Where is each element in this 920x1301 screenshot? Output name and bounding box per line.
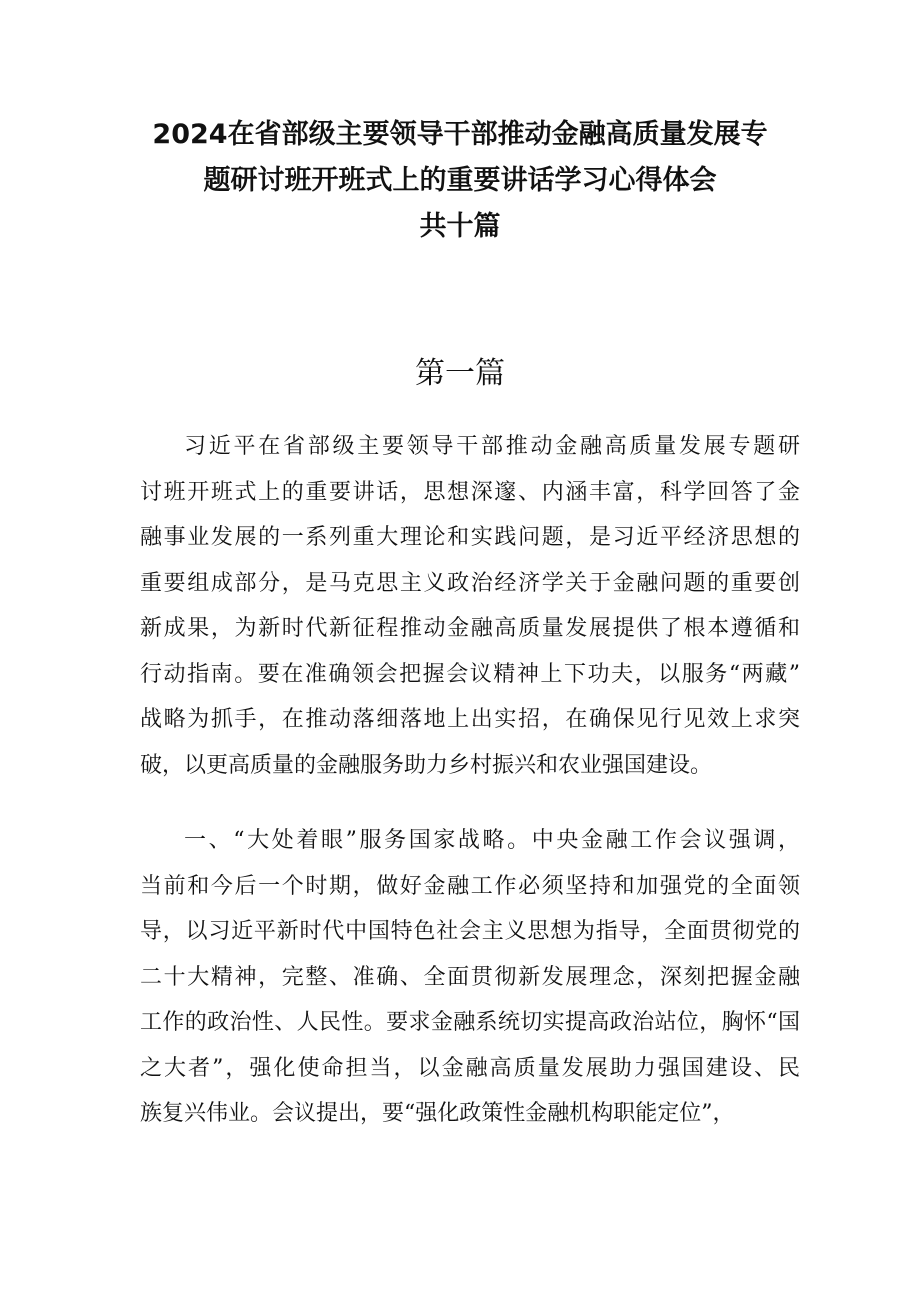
paragraph-1-line: 破，以更高质量的金融服务助力乡村振兴和农业强国建设。 xyxy=(140,752,713,778)
paragraph-1-line: 新成果，为新时代新征程推动金融高质量发展提供了根本遵循和 xyxy=(140,616,800,641)
paragraph-1-line: 讨班开班式上的重要讲话，思想深邃、内涵丰富，科学回答了金 xyxy=(140,479,800,505)
paragraph-1-line: 行动指南。要在准确领会把握会议精神上下功夫，以服务“两藏” xyxy=(140,661,800,687)
paragraph-1 xyxy=(140,424,800,788)
paragraph-1-line: 融事业发展的一系列重大理论和实践问题，是习近平经济思想的 xyxy=(140,525,800,550)
title-line-3: 共十篇 xyxy=(419,211,501,242)
paragraph-2-line: 族复兴伟业。会议提出，要“强化政策性金融机构职能定位”， xyxy=(140,1101,735,1126)
paragraph-2-line: 工作的政治性、人民性。要求金融系统切实提高政治站位，胸怀“国 xyxy=(140,1010,800,1035)
document-title xyxy=(100,112,820,250)
title-line-1: 2024在省部级主要领导干部推动金融高质量发展专 xyxy=(152,119,768,150)
paragraph-2-line: 二十大精神，完整、准确、全面贯彻新发展理念，深刻把握金融 xyxy=(140,964,800,990)
paragraph-2-line: 当前和今后一个时期，做好金融工作必须坚持和加强党的全面领 xyxy=(140,873,800,899)
paragraph-1-line: 战略为抓手，在推动落细落地上出实招，在确保见行见效上求突 xyxy=(140,707,800,732)
paragraph-1-line: 习近平在省部级主要领导干部推动金融高质量发展专题研 xyxy=(184,434,800,459)
title-line-2: 题研讨班开班式上的重要讲话学习心得体会 xyxy=(203,165,717,196)
paragraph-1-line: 重要组成部分，是马克思主义政治经济学关于金融问题的重要创 xyxy=(140,570,800,596)
section-heading: 第一篇 xyxy=(415,356,505,391)
paragraph-2 xyxy=(140,818,800,1137)
paragraph-2-line: 之大者”，强化使命担当，以金融高质量发展助力强国建设、民 xyxy=(140,1055,800,1081)
paragraph-2-line: 导，以习近平新时代中国特色社会主义思想为指导，全面贯彻党的 xyxy=(140,919,800,944)
paragraph-2-line: 一、“大处着眼”服务国家战略。中央金融工作会议强调， xyxy=(184,828,800,853)
